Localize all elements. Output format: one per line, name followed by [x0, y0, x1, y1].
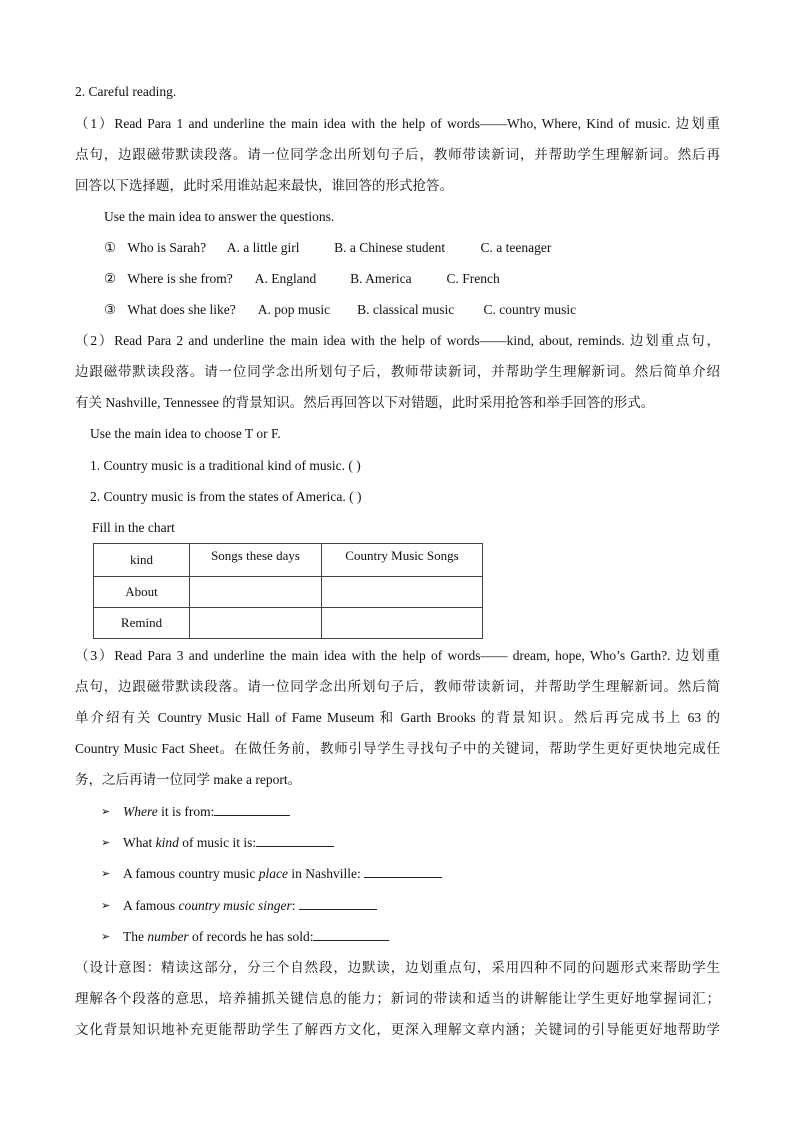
tf-question-2: 2. Country music is from the states of America. ( )	[90, 489, 362, 504]
table-row-label: About	[94, 577, 190, 608]
question-text: Who is Sarah?	[127, 240, 207, 255]
table-row	[94, 577, 483, 608]
answer-blank[interactable]	[299, 896, 377, 910]
para1-line2: 点句，边跟磁带默读段落。请一位同学念出所划句子后，教师带读新词，并帮助学生理解新词。然后再	[75, 147, 720, 162]
option-b: B. America	[350, 271, 412, 286]
question-text: Where is she from?	[127, 271, 233, 286]
table-header-cell: kind	[94, 544, 190, 577]
option-a: A. England	[254, 271, 317, 286]
para2-line2: 边跟磁带默读段落。请一位同学念出所划句子后，教师带读新词，并帮助学生理解新词。然后简单介绍	[75, 364, 720, 379]
arrow-bullet-icon: ➢	[101, 867, 111, 880]
table-cell-blank[interactable]	[190, 577, 322, 608]
para2-instruction: Use the main idea to choose T or F.	[90, 426, 281, 441]
question-1	[104, 238, 551, 258]
design-line1: （设计意图：精读这部分，分三个自然段，边默读，边划重点句，采用四种不同的问题形式来帮助学生	[75, 960, 720, 975]
option-a: A. a little girl	[226, 240, 300, 255]
option-a: A. pop music	[257, 302, 331, 317]
table-header-cell: Country Music Songs	[322, 544, 483, 577]
tf-question-1: 1. Country music is a traditional kind of music. ( )	[90, 458, 361, 473]
para2-line1: （2）Read Para 2 and underline the main idea with the help of words——kind, about, reminds. 边划重点句，	[75, 333, 720, 348]
design-line3: 文化背景知识地补充更能帮助学生了解西方文化，更深入理解文章内涵；关键词的引导能更好地帮助学	[75, 1022, 720, 1037]
para1-line3: 回答以下选择题，此时采用谁站起来最快，谁回答的形式抢答。	[75, 178, 453, 193]
section-heading: 2. Careful reading.	[75, 84, 177, 99]
question-2	[104, 269, 500, 289]
arrow-bullet-icon: ➢	[101, 899, 111, 912]
answer-blank[interactable]	[256, 833, 334, 847]
answer-blank[interactable]	[364, 864, 442, 878]
para3-line5: 务，之后再请一位同学 make a report。	[75, 772, 302, 787]
table-cell-blank[interactable]	[322, 577, 483, 608]
table-row	[94, 544, 483, 577]
option-b: B. a Chinese student	[334, 240, 446, 255]
question-3	[104, 300, 576, 320]
table-row-label: Remind	[94, 608, 190, 639]
table-row	[94, 608, 483, 639]
option-b: B. classical music	[357, 302, 455, 317]
arrow-bullet-icon: ➢	[101, 930, 111, 943]
question-number: ③	[104, 302, 117, 317]
arrow-bullet-icon: ➢	[101, 836, 111, 849]
question-number: ①	[104, 240, 117, 255]
para3-line2: 点句，边跟磁带默读段落。请一位同学念出所划句子后，教师带读新词，并帮助学生理解新词。然后简	[75, 679, 720, 694]
para3-line3: 单介绍有关 Country Music Hall of Fame Museum 和 Garth Brooks 的背景知识。然后再完成书上 63 的	[75, 710, 720, 725]
design-line2: 理解各个段落的意思，培养捕抓关键信息的能力；新词的带读和适当的讲解能让学生更好地掌握词汇；	[75, 991, 720, 1006]
option-c: C. French	[446, 271, 500, 286]
answer-blank[interactable]	[313, 927, 389, 941]
question-number: ②	[104, 271, 117, 286]
option-c: C. a teenager	[480, 240, 552, 255]
para3-line1: （3）Read Para 3 and underline the main idea with the help of words—— dream, hope, Who’s Garth?. 边划重	[75, 648, 720, 663]
para2-line3: 有关 Nashville, Tennessee 的背景知识。然后再回答以下对错题，此时采用抢答和举手回答的形式。	[75, 395, 655, 410]
table-cell-blank[interactable]	[190, 608, 322, 639]
question-text: What does she like?	[127, 302, 236, 317]
chart-label: Fill in the chart	[92, 520, 175, 535]
fill-in-chart	[93, 543, 483, 639]
arrow-bullet-icon: ➢	[101, 805, 111, 818]
table-header-cell: Songs these days	[190, 544, 322, 577]
para1-line1: （1）Read Para 1 and underline the main idea with the help of words——Who, Where, Kind of music. 边划重	[75, 116, 720, 131]
table-cell-blank[interactable]	[322, 608, 483, 639]
para1-instruction: Use the main idea to answer the questions.	[104, 209, 335, 224]
option-c: C. country music	[483, 302, 577, 317]
document-page: 2. Careful reading. （1）Read Para 1 and underline the main idea with the help of words——Who, Where, Kind of music. 边划重 点句，边跟磁带默读段落。请一位同学念出所划句子后，教师带读新词，并帮助学生理解新词。然后再 回答以下选择题，此时采用谁站起来最快，谁回答的形式抢答。 Use the main idea to answer the questions. ① Who is Sarah? A. a little girl B. a Chinese student C. a teenager ② Where is she from? A. England B. America C. French ③ What does she like? A. pop music B. classical music C. country music （2）Read Para 2 and underline the main idea with the help of words——kind, about, reminds. 边划重点句， 边跟磁带默读段落。请一位同学念出所划句子后，教师带读新词，并帮助学生理解新词。然后简单介绍 有关 Nashville, Tennessee 的背景知识。然后再回答以下对错题，此时采用抢答和举手回答的形式。 Use the main idea to choose T or F. 1. Country music is a traditional kind of music. ( ) 2. Country music is from the states of America. ( ) Fill in the chart kind Songs these days Country Music Songs About Remind （3）Read Para 3 and underline the main idea with the help of words—— dream, hope, Who’s Garth?. 边划重 点句，边跟磁带默读段落。请一位同学念出所划句子后，教师带读新词，并帮助学生理解新词。然后简 单介绍有关 Country Music Hall of Fame Museum 和 Garth Brooks 的背景知识。然后再完成书上 63 的 Country Music Fact Sheet。在做任务前，教师引导学生寻找句子中的关键词，帮助学生更好更快地完成任 务，之后再请一位同学 make a report。 ➢ Where it is from: ➢ What kind of music it is: ➢ A famous country music place in Nashville: ➢ A famous country music singer: ➢ The number of records he has sold: （设计意图：精读这部分，分三个自然段，边默读，边划重点句，采用四种不同的问题形式来帮助学生 理解各个段落的意思，培养捕抓关键信息的能力；新词的带读和适当的讲解能让学生更好地掌握词汇； 文化背景知识地补充更能帮助学生了解西方文化，更深入理解文章内涵；关键词的引导能更好地帮助学	[0, 0, 794, 1123]
answer-blank[interactable]	[214, 802, 290, 816]
para3-line4: Country Music Fact Sheet。在做任务前，教师引导学生寻找句子中的关键词，帮助学生更好更快地完成任	[75, 741, 720, 756]
